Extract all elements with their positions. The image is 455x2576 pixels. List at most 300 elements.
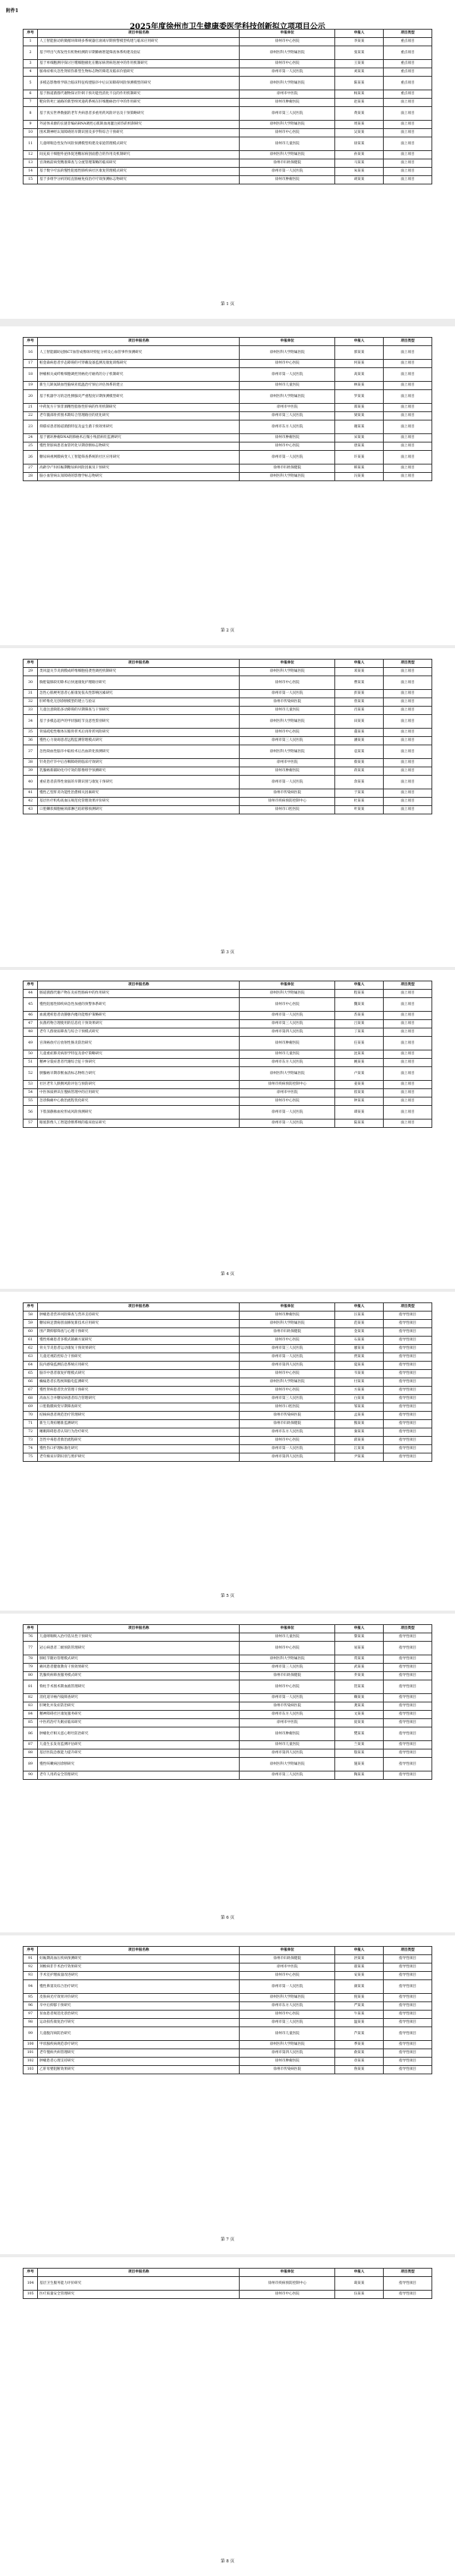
cell-project-name: 社区老年人跌倒风险评估与预防研究 <box>38 1081 240 1089</box>
table-row <box>24 1395 432 1403</box>
cell-unit: 徐州医科大学附属医院 <box>240 77 335 90</box>
cell-seq: 32 <box>24 698 38 707</box>
cell-project-name: 基于多模态超声的甲状腺结节良恶性鉴别研究 <box>38 715 240 729</box>
cell-applicant: 孙某某 <box>335 151 384 159</box>
header-applicant: 申报人 <box>335 1303 384 1312</box>
cell-unit: 徐州市肿瘤医院 <box>240 1727 335 1741</box>
cell-applicant: 翟某某 <box>335 1963 384 1972</box>
table-row <box>24 998 432 1012</box>
header-seq: 序号 <box>24 981 38 990</box>
cell-type: 指导性项目 <box>384 1353 432 1362</box>
cell-unit: 徐州市妇幼保健院 <box>240 1420 335 1428</box>
project-table <box>23 29 432 184</box>
cell-unit: 徐州市中心医院 <box>240 1437 335 1445</box>
cell-unit: 徐州市中医院 <box>240 1089 335 1097</box>
table-row <box>24 1120 432 1128</box>
table-row <box>24 745 432 759</box>
cell-unit: 徐州市妇幼保健院 <box>240 464 335 473</box>
cell-type: 指导性项目 <box>384 2011 432 2019</box>
cell-applicant: 易某某 <box>335 1642 384 1655</box>
cell-project-name: 基层医院急救能力提升研究 <box>38 1749 240 1758</box>
cell-unit: 徐州市传染病医院 <box>240 789 335 798</box>
cell-unit: 徐州医科大学附属医院 <box>240 1758 335 1771</box>
cell-project-name: 脓毒症相关急性肾损伤新型生物标志物的筛选及临床价值研究 <box>38 68 240 77</box>
cell-seq: 36 <box>24 737 38 745</box>
cell-seq: 63 <box>24 1353 38 1362</box>
cell-seq: 18 <box>24 368 38 382</box>
table-row <box>24 77 432 90</box>
cell-applicant: 廖某某 <box>335 1345 384 1353</box>
header-unit: 申报单位 <box>240 1947 335 1955</box>
cell-project-name: 围产期抑郁筛查与心理干预研究 <box>38 1328 240 1337</box>
cell-seq: 92 <box>24 1963 38 1972</box>
cell-seq: 47 <box>24 1020 38 1028</box>
table-row <box>24 1037 432 1050</box>
cell-seq: 45 <box>24 998 38 1012</box>
cell-unit: 徐州医科大学附属医院 <box>240 715 335 729</box>
table-row <box>24 1727 432 1741</box>
cell-seq: 96 <box>24 2002 38 2011</box>
cell-applicant: 陈某某 <box>335 77 384 90</box>
project-table <box>23 337 432 481</box>
project-table <box>23 2268 432 2299</box>
cell-project-name: 卒中后抑郁干预研究 <box>38 2002 240 2011</box>
cell-unit: 徐州市第四人民医院 <box>240 2049 335 2058</box>
table-row <box>24 776 432 789</box>
header-project-name: 项目申报名称 <box>38 981 240 990</box>
cell-type: 指导性项目 <box>384 1328 432 1337</box>
table-row <box>24 2066 432 2074</box>
cell-project-name: 乳腺疾病筛查服务模式研究 <box>38 1672 240 1680</box>
cell-unit: 徐州市第三人民医院 <box>240 2019 335 2027</box>
cell-project-name: 人工智能辅助冠脉CT血管成像斑块特征分析及心血管事件预测研究 <box>38 346 240 360</box>
cell-seq: 94 <box>24 1980 38 1994</box>
cell-type: 面上项目 <box>384 698 432 707</box>
table-row <box>24 90 432 99</box>
cell-type: 指导性项目 <box>384 1963 432 1972</box>
cell-seq: 62 <box>24 1345 38 1353</box>
header-project-name: 项目申报名称 <box>38 338 240 346</box>
cell-seq: 44 <box>24 990 38 998</box>
cell-applicant: 肖某某 <box>335 707 384 715</box>
cell-project-name: 肿瘤患者营养风险筛查与营养支持研究 <box>38 1312 240 1320</box>
table-row <box>24 715 432 729</box>
cell-seq: 6 <box>24 90 38 99</box>
cell-project-name: 基层医疗机构高血压规范化管理效果评价研究 <box>38 798 240 806</box>
table-row <box>24 1387 432 1395</box>
cell-project-name: 基于单细胞测序探讨巨噬细胞极化在糖尿病肾病进展中的作用机制研究 <box>38 60 240 68</box>
cell-seq: 14 <box>24 168 38 176</box>
table-row <box>24 2027 432 2041</box>
project-table <box>23 981 432 1128</box>
cell-type: 面上项目 <box>384 1020 432 1028</box>
cell-unit: 徐州市第一人民医院 <box>240 368 335 382</box>
cell-type: 面上项目 <box>384 798 432 806</box>
document-page <box>0 2257 455 2576</box>
table-row <box>24 1694 432 1702</box>
cell-unit: 徐州市妇幼保健院 <box>240 1328 335 1337</box>
cell-applicant: 付某某 <box>335 1378 384 1387</box>
cell-seq: 101 <box>24 2049 38 2058</box>
cell-applicant: 袁某某 <box>335 745 384 759</box>
cell-type: 指导性项目 <box>384 1749 432 1758</box>
header-seq: 序号 <box>24 1625 38 1633</box>
cell-type: 指导性项目 <box>384 1672 432 1680</box>
table-row <box>24 798 432 806</box>
cell-type: 面上项目 <box>384 990 432 998</box>
cell-seq: 9 <box>24 121 38 129</box>
cell-type: 面上项目 <box>384 473 432 481</box>
cell-applicant: 韩某某 <box>335 464 384 473</box>
cell-type: 面上项目 <box>384 668 432 676</box>
cell-applicant: 孟某某 <box>335 1412 384 1420</box>
header-seq: 序号 <box>24 1303 38 1312</box>
cell-type: 面上项目 <box>384 1120 432 1128</box>
cell-unit: 徐州市中心医院 <box>240 38 335 46</box>
cell-applicant: 文某某 <box>335 1711 384 1719</box>
cell-type: 面上项目 <box>384 1089 432 1097</box>
cell-unit: 徐州市中心医院 <box>240 442 335 451</box>
header-unit: 申报单位 <box>240 338 335 346</box>
cell-project-name: 乙肝母婴阻断效果研究 <box>38 2066 240 2074</box>
cell-project-name: 急诊胸痛中心救治流程优化研究 <box>38 1097 240 1106</box>
cell-unit: 徐州市中医院 <box>240 404 335 412</box>
table-row <box>24 1328 432 1337</box>
cell-applicant: 安某某 <box>335 1972 384 1980</box>
table-row <box>24 1642 432 1655</box>
cell-unit: 徐州市传染病医院 <box>240 2066 335 2074</box>
cell-applicant: 程某某 <box>335 990 384 998</box>
cell-project-name: 脑卒中患者康复护理模式研究 <box>38 1370 240 1378</box>
table-row <box>24 737 432 745</box>
cell-applicant: 贺某某 <box>335 1680 384 1694</box>
table-row <box>24 1050 432 1059</box>
cell-applicant: 李某某 <box>335 38 384 46</box>
cell-unit: 徐州市儿童医院 <box>240 382 335 390</box>
project-table <box>23 1302 432 1462</box>
table-row <box>24 1353 432 1362</box>
cell-type: 指导性项目 <box>384 1702 432 1711</box>
cell-type: 指导性项目 <box>384 2066 432 2074</box>
cell-type: 指导性项目 <box>384 1370 432 1378</box>
table-row <box>24 1445 432 1453</box>
cell-type: 面上项目 <box>384 99 432 107</box>
table-row <box>24 1097 432 1106</box>
cell-seq: 43 <box>24 806 38 814</box>
cell-project-name: 急性缺血性脑卒中取栓术后出血转化预测研究 <box>38 745 240 759</box>
cell-unit: 徐州市疾病预防控制中心 <box>240 1081 335 1089</box>
cell-seq: 90 <box>24 1771 38 1780</box>
cell-unit: 徐州市肿瘤医院 <box>240 1037 335 1050</box>
cell-type: 指导性项目 <box>384 1980 432 1994</box>
cell-seq: 33 <box>24 707 38 715</box>
cell-seq: 73 <box>24 1437 38 1445</box>
cell-unit: 徐州市中心医院 <box>240 1370 335 1378</box>
cell-applicant: 徐某某 <box>335 137 384 151</box>
cell-seq: 20 <box>24 390 38 404</box>
cell-unit: 徐州市中心医院 <box>240 2011 335 2019</box>
cell-project-name: 新生儿缺氧缺血性脑病亚低温治疗预后评估体系的建立 <box>38 382 240 390</box>
cell-project-name: 中药复方干预非酒精性脂肪性肝病的作用机制研究 <box>38 404 240 412</box>
cell-seq: 65 <box>24 1370 38 1378</box>
cell-project-name: 外泌体来源的长链非编码RNA调控心肌缺血再灌注损伤的机制研究 <box>38 121 240 129</box>
table-row <box>24 1749 432 1758</box>
page-footer: 第 7 页 <box>221 2237 234 2242</box>
cell-applicant: 汪某某 <box>335 1312 384 1320</box>
table-row <box>24 121 432 129</box>
cell-seq: 98 <box>24 2019 38 2027</box>
cell-seq: 50 <box>24 1050 38 1059</box>
cell-seq: 26 <box>24 451 38 464</box>
cell-project-name: 血液透析患者动静脉内瘘功能维护策略研究 <box>38 1012 240 1020</box>
cell-seq: 16 <box>24 346 38 360</box>
cell-applicant: 倪某某 <box>335 1994 384 2002</box>
table-row <box>24 2019 432 2027</box>
cell-applicant: 张某某 <box>335 46 384 60</box>
cell-type: 指导性项目 <box>384 2027 432 2041</box>
cell-project-name: 老年髋部骨折围术期综合管理路径的优化研究 <box>38 412 240 420</box>
cell-seq: 42 <box>24 798 38 806</box>
cell-project-name: 中医体质辨识在慢病管理中的应用研究 <box>38 1089 240 1097</box>
cell-type: 指导性项目 <box>384 1453 432 1462</box>
cell-unit: 徐州医科大学附属医院 <box>240 346 335 360</box>
cell-type: 面上项目 <box>384 107 432 121</box>
cell-type: 指导性项目 <box>384 2002 432 2011</box>
cell-seq: 29 <box>24 668 38 676</box>
cell-unit: 徐州市第三人民医院 <box>240 1664 335 1672</box>
cell-type: 指导性项目 <box>384 1719 432 1727</box>
cell-seq: 17 <box>24 360 38 368</box>
cell-project-name: 基于多组学分析的结直肠癌免疫治疗疗效预测标志物研究 <box>38 176 240 184</box>
table-row <box>24 137 432 151</box>
table-row <box>24 1963 432 1972</box>
cell-seq: 87 <box>24 1741 38 1749</box>
page-footer: 第 1 页 <box>221 302 234 307</box>
cell-seq: 52 <box>24 1067 38 1081</box>
page-footer: 第 5 页 <box>221 1594 234 1598</box>
cell-project-name: 结核病患者规范治疗管理研究 <box>38 1412 240 1420</box>
cell-type: 指导性项目 <box>384 1378 432 1387</box>
cell-type: 重点项目 <box>384 38 432 46</box>
table-row <box>24 1741 432 1749</box>
header-unit: 申报单位 <box>240 1303 335 1312</box>
cell-project-name: 重症患者获得性衰弱的早期识别与康复干预研究 <box>38 776 240 789</box>
cell-type: 指导性项目 <box>384 1771 432 1780</box>
cell-seq: 67 <box>24 1387 38 1395</box>
cell-applicant: 杨某某 <box>335 90 384 99</box>
cell-project-name: 手术室护理质量改进研究 <box>38 1972 240 1980</box>
table-row <box>24 1012 432 1020</box>
table-row <box>24 1081 432 1089</box>
cell-unit: 徐州市第一人民医院 <box>240 1012 335 1020</box>
cell-type: 面上项目 <box>384 1067 432 1081</box>
cell-project-name: 脊柱手术围术期血液管理研究 <box>38 1680 240 1694</box>
cell-type: 面上项目 <box>384 151 432 159</box>
header-project-name: 项目申报名称 <box>38 660 240 668</box>
cell-project-name: 高血压合并糖尿病患者综合管理研究 <box>38 1395 240 1403</box>
cell-applicant: 郑某某 <box>335 404 384 412</box>
cell-type: 面上项目 <box>384 159 432 168</box>
cell-type: 面上项目 <box>384 129 432 137</box>
cell-unit: 徐州医科大学附属医院 <box>240 2041 335 2049</box>
cell-project-name: 慢性伤口护理标准化研究 <box>38 1445 240 1453</box>
cell-unit: 徐州市第四人民医院 <box>240 1749 335 1758</box>
cell-project-name: 基于循环肿瘤DNA的肺癌术后微小残留病灶监测研究 <box>38 434 240 442</box>
document-page <box>0 970 455 1289</box>
cell-type: 面上项目 <box>384 346 432 360</box>
cell-applicant: 尹某某 <box>335 1453 384 1462</box>
cell-type: 面上项目 <box>384 759 432 767</box>
header-seq: 序号 <box>24 338 38 346</box>
cell-type: 指导性项目 <box>384 1445 432 1453</box>
cell-type: 指导性项目 <box>384 1420 432 1428</box>
cell-unit: 徐州市儿童医院 <box>240 1050 335 1059</box>
cell-type: 指导性项目 <box>384 1955 432 1963</box>
cell-unit: 徐州市第一人民医院 <box>240 1980 335 1994</box>
cell-type: 指导性项目 <box>384 1633 432 1642</box>
cell-applicant: 许某某 <box>335 451 384 464</box>
cell-type: 面上项目 <box>384 121 432 129</box>
cell-seq: 8 <box>24 107 38 121</box>
table-row <box>24 729 432 737</box>
cell-applicant: 王某某 <box>335 60 384 68</box>
header-project-name: 项目申报名称 <box>38 1947 240 1955</box>
cell-project-name: 慢性咳嗽病因诊断研究 <box>38 1758 240 1771</box>
cell-project-name: 高龄孕产妇妊娠期糖尿病风险因素及干预研究 <box>38 464 240 473</box>
cell-type: 重点项目 <box>384 46 432 60</box>
cell-unit: 徐州市妇幼保健院 <box>240 1955 335 1963</box>
table-row <box>24 1067 432 1081</box>
table-row <box>24 1089 432 1097</box>
cell-project-name: 老年痴呆早期识别与照护研究 <box>38 1453 240 1462</box>
cell-applicant: 赵某某 <box>335 99 384 107</box>
cell-seq: 68 <box>24 1395 38 1403</box>
table-row <box>24 1412 432 1420</box>
cell-project-name: 多模态影像组学联合临床特征构建脑卒中后认知障碍风险预测模型的研究 <box>38 77 240 90</box>
cell-applicant: 林某某 <box>335 382 384 390</box>
table-row <box>24 60 432 68</box>
cell-project-name: 癫痫患者长程视频脑电监测研究 <box>38 1378 240 1387</box>
cell-project-name: 基于机器学习的急性胰腺炎严重程度早期预测模型研究 <box>38 390 240 404</box>
cell-unit: 徐州市中心医院 <box>240 1680 335 1694</box>
document-page <box>0 1614 455 1932</box>
cell-applicant: 谭某某 <box>335 1106 384 1120</box>
project-table <box>23 659 432 814</box>
cell-type: 指导性项目 <box>384 1680 432 1694</box>
cell-seq: 61 <box>24 1337 38 1345</box>
cell-type: 面上项目 <box>384 1059 432 1067</box>
cell-applicant: 龚某某 <box>335 1702 384 1711</box>
cell-unit: 徐州市中医院 <box>240 759 335 767</box>
cell-applicant: 魏某某 <box>335 998 384 1012</box>
document-page <box>0 648 455 967</box>
cell-type: 指导性项目 <box>384 1655 432 1664</box>
cell-seq: 74 <box>24 1445 38 1453</box>
header-applicant: 申报人 <box>335 981 384 990</box>
cell-applicant: 邱某某 <box>335 1437 384 1445</box>
cell-seq: 1 <box>24 38 38 46</box>
table-row <box>24 1428 432 1437</box>
table-row <box>24 1362 432 1370</box>
cell-type: 面上项目 <box>384 442 432 451</box>
cell-applicant: 颜某某 <box>335 1980 384 1994</box>
cell-project-name: 老年人群衰弱筛查与综合干预模式研究 <box>38 1028 240 1037</box>
table-header-row <box>24 981 432 990</box>
cell-project-name: 骨关节炎患者运动康复干预效果研究 <box>38 1345 240 1353</box>
cell-unit: 徐州市中心医院 <box>240 60 335 68</box>
cell-seq: 22 <box>24 412 38 420</box>
cell-applicant: 叶某某 <box>335 806 384 814</box>
table-row <box>24 1771 432 1780</box>
cell-seq: 84 <box>24 1711 38 1719</box>
cell-project-name: 冠心病患者二级预防管理研究 <box>38 1642 240 1655</box>
document-page <box>0 1292 455 1611</box>
cell-unit: 徐州市中心医院 <box>240 1972 335 1980</box>
table-row <box>24 2291 432 2299</box>
cell-applicant: 谢某某 <box>335 420 384 434</box>
cell-applicant: 方某某 <box>335 1387 384 1395</box>
document-page <box>0 1935 455 2254</box>
cell-applicant: 温某某 <box>335 2019 384 2027</box>
header-project-name: 项目申报名称 <box>38 30 240 38</box>
table-row <box>24 382 432 390</box>
cell-project-name: 儿童近视防控综合干预研究 <box>38 1353 240 1362</box>
cell-project-name: 运动损伤康复治疗研究 <box>38 2019 240 2027</box>
cell-unit: 徐州医科大学附属医院 <box>240 1378 335 1387</box>
cell-unit: 徐州市妇幼保健院 <box>240 159 335 168</box>
cell-type: 指导性项目 <box>384 1711 432 1719</box>
cell-seq: 85 <box>24 1719 38 1727</box>
cell-project-name: 慢性肾脏病患者血管钙化早期诊断标志物研究 <box>38 442 240 451</box>
header-unit: 申报单位 <box>240 2269 335 2277</box>
cell-seq: 86 <box>24 1727 38 1741</box>
cell-project-name: 肿瘤化疗相关恶心呕吐防治研究 <box>38 1727 240 1741</box>
cell-type: 面上项目 <box>384 806 432 814</box>
header-type: 项目类型 <box>384 338 432 346</box>
cell-type: 指导性项目 <box>384 1758 432 1771</box>
table-row <box>24 1655 432 1664</box>
cell-project-name: 糖尿病足溃疡创面修复新技术应用研究 <box>38 1320 240 1328</box>
cell-type: 指导性项目 <box>384 1387 432 1395</box>
header-applicant: 申报人 <box>335 660 384 668</box>
cell-project-name: 消化道早癌内镜筛查研究 <box>38 1694 240 1702</box>
table-row <box>24 346 432 360</box>
cell-type: 面上项目 <box>384 1012 432 1020</box>
header-unit: 申报单位 <box>240 981 335 990</box>
cell-applicant: 何某某 <box>335 360 384 368</box>
table-row <box>24 38 432 46</box>
header-project-name: 项目申报名称 <box>38 1625 240 1633</box>
cell-unit: 徐州市中医院 <box>240 1963 335 1972</box>
header-applicant: 申报人 <box>335 1625 384 1633</box>
table-row <box>24 690 432 698</box>
header-applicant: 申报人 <box>335 338 384 346</box>
cell-unit: 徐州市儿童医院 <box>240 1633 335 1642</box>
table-row <box>24 1972 432 1980</box>
cell-applicant: 贾某某 <box>335 1353 384 1362</box>
table-row <box>24 1320 432 1328</box>
cell-type: 指导性项目 <box>384 1403 432 1412</box>
cell-applicant: 白某某 <box>335 1395 384 1403</box>
header-unit: 申报单位 <box>240 1625 335 1633</box>
cell-seq: 40 <box>24 776 38 789</box>
table-row <box>24 473 432 481</box>
cell-type: 指导性项目 <box>384 2049 432 2058</box>
header-applicant: 申报人 <box>335 30 384 38</box>
cell-project-name: 基于呼出气挥发性有机物检测的早期肺癌智能筛查体系构建及验证 <box>38 46 240 60</box>
table-row <box>24 129 432 137</box>
table-row <box>24 159 432 168</box>
